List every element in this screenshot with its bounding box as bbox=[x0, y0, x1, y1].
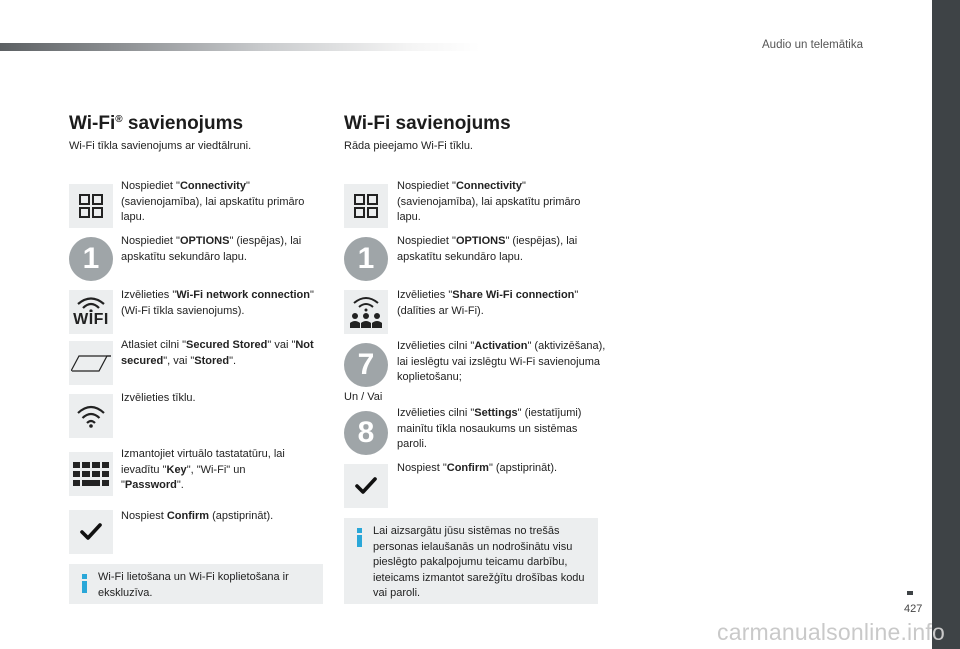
right-step-confirm: Nospiest "Confirm" (apstiprināt). bbox=[397, 462, 558, 474]
step-number-8: 8 bbox=[344, 411, 388, 455]
side-strip bbox=[932, 0, 960, 649]
wifi-network-icon bbox=[69, 290, 113, 334]
keyboard-icon bbox=[69, 452, 113, 496]
left-step-wifi-network: Izvēlieties "Wi-Fi network connection" (Wi-Fi tīkla savienojums). bbox=[121, 289, 314, 317]
info-icon bbox=[355, 528, 363, 547]
share-wifi-icon bbox=[344, 290, 388, 334]
tab-select-icon bbox=[69, 341, 113, 385]
step-number-1: 1 bbox=[69, 237, 113, 281]
wifi-label: WIFI bbox=[73, 311, 109, 328]
left-info-text: Wi-Fi lietošana un Wi-Fi koplietošana ir ekskluzīva. bbox=[98, 571, 289, 599]
step-number-7: 7 bbox=[344, 343, 388, 387]
left-step-connectivity: Nospiediet "Connectivity" (savienojamība), lai apskatītu primāro lapu. bbox=[121, 180, 305, 223]
header-gradient-bar bbox=[0, 43, 480, 51]
info-icon bbox=[80, 574, 88, 593]
left-step-tab: Atlasiet cilni "Secured Stored" vai "Not secured", vai "Stored". bbox=[121, 339, 314, 367]
wifi-icon bbox=[69, 394, 113, 438]
right-subtitle: Rāda pieejamo Wi-Fi tīklu. bbox=[344, 140, 473, 152]
right-title: Wi-Fi savienojums bbox=[344, 113, 511, 134]
connectivity-icon bbox=[344, 184, 388, 228]
right-step-options: Nospiediet "OPTIONS" (iespējas), lai apskatītu sekundāro lapu. bbox=[397, 235, 578, 263]
left-step-select-network: Izvēlieties tīklu. bbox=[121, 392, 196, 404]
connectivity-icon bbox=[69, 184, 113, 228]
left-step-options: Nospiediet "OPTIONS" (iespējas), lai apskatītu sekundāro lapu. bbox=[121, 235, 302, 263]
left-subtitle: Wi-Fi tīkla savienojums ar viedtālruni. bbox=[69, 140, 252, 152]
checkmark-icon bbox=[69, 510, 113, 554]
right-step-activation: Izvēlieties cilni "Activation" (aktivizēšana), lai ieslēgtu vai izslēgtu Wi-Fi savienojuma koplietošanu; bbox=[397, 340, 606, 383]
checkmark-icon bbox=[344, 464, 388, 508]
step-number-1: 1 bbox=[344, 237, 388, 281]
page-marker bbox=[907, 591, 913, 595]
watermark: carmanualsonline.info bbox=[717, 619, 945, 645]
left-step-confirm: Nospiest Confirm (apstiprināt). bbox=[121, 510, 274, 522]
right-step-connectivity: Nospiediet "Connectivity" (savienojamība), lai apskatītu primāro lapu. bbox=[397, 180, 581, 223]
left-title: Wi-Fi® savienojums bbox=[69, 113, 244, 134]
left-step-keyboard: Izmantojiet virtuālo tastatatūru, lai ievadītu "Key", "Wi-Fi" un "Password". bbox=[121, 448, 285, 491]
section-label: Audio un telemātika bbox=[762, 39, 864, 51]
or-label: Un / Vai bbox=[344, 391, 383, 403]
left-info-box bbox=[69, 564, 323, 604]
page-number: 427 bbox=[904, 603, 923, 615]
right-step-settings: Izvēlieties cilni "Settings" (iestatījumi) mainītu tīkla nosaukums un sistēmas paroli. bbox=[397, 407, 582, 450]
right-step-share-wifi: Izvēlieties "Share Wi-Fi connection" (dalīties ar Wi-Fi). bbox=[397, 289, 579, 317]
right-info-text: Lai aizsargātu jūsu sistēmas no trešās personas ielaušanās un nodrošinātu visu pieslēgto pakalpojumu teicamu darbību, ieteicams izmantot sarežģītu drošības kodu vai paroli. bbox=[373, 525, 585, 599]
right-info-box bbox=[344, 518, 598, 604]
